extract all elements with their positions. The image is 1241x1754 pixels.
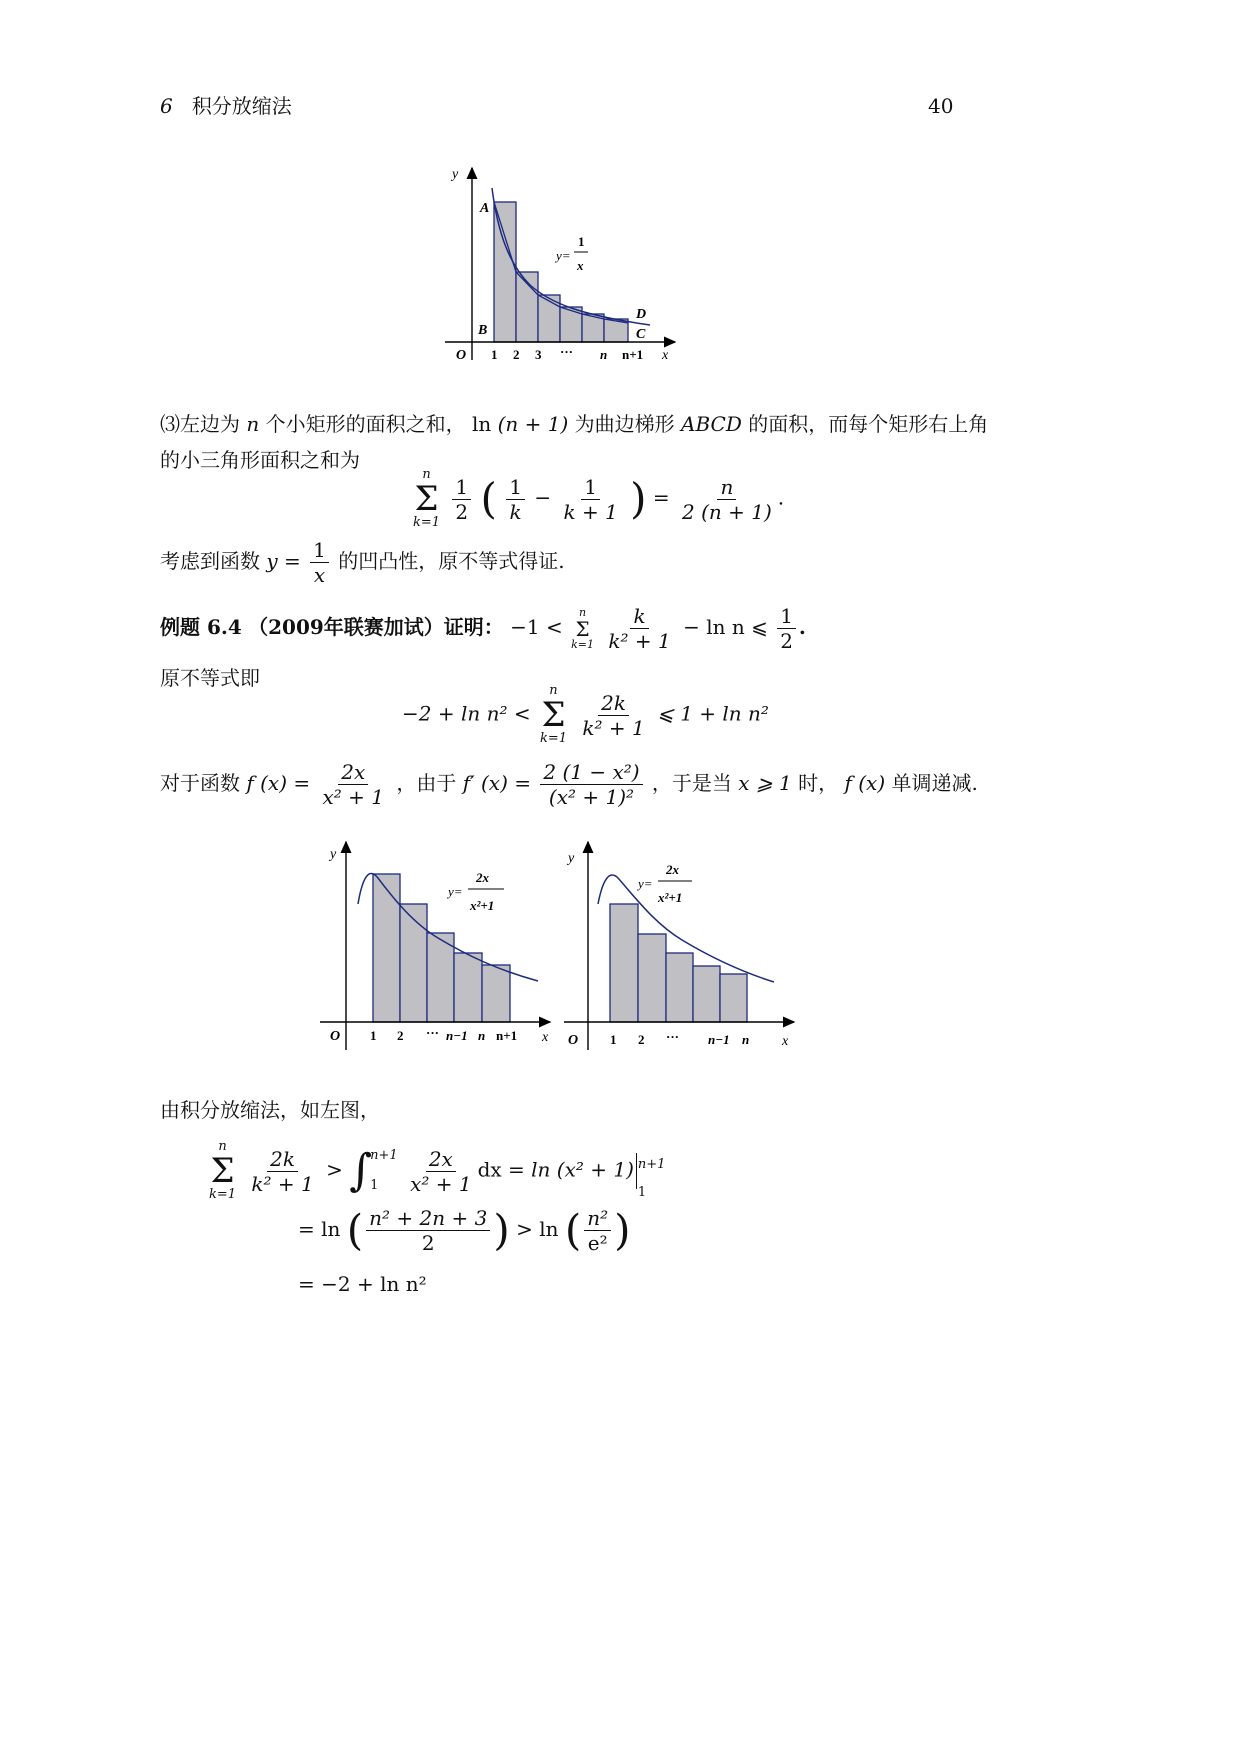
curve-label-num: 1 <box>578 234 585 249</box>
x-tick-labels <box>610 1029 749 1047</box>
curve-label-num: 2x <box>476 870 489 885</box>
tick-dots: ··· <box>560 344 574 359</box>
tick-1: 1 <box>370 1028 377 1043</box>
paragraph-5: 由积分放缩法，如左图， <box>160 1098 380 1122</box>
paragraph-2: 考虑到函数 y = $\frac{1}{x}$ 的凹凸性，原不等式得证. <box>160 538 565 587</box>
tick-3: 3 <box>535 347 542 362</box>
rect-1 <box>610 904 638 1022</box>
chapter-number: 6 <box>160 94 173 118</box>
rect-4 <box>454 953 482 1022</box>
origin-label: O <box>568 1033 579 1048</box>
rect-3 <box>427 933 454 1022</box>
equation-3-line-3: = −2 + ln n² <box>298 1272 427 1296</box>
paragraph-4: 对于函数 f (x) = $\frac{2x}{\text{x² + 1}}$ ，由于 f′ (x) = $\frac{\text{2 (1 − x²)}}{\text{(x² + 1)²}}$ ，于是当 x ⩾ 1 时， f (x) 单调递减. <box>160 760 978 809</box>
curve-label-prefix: y= <box>448 884 463 899</box>
rect-1 <box>494 202 516 342</box>
rectangles <box>494 202 628 342</box>
tick-n-plus-1: n+1 <box>622 347 644 362</box>
tick-n: n <box>478 1028 486 1043</box>
x-axis-label: x <box>542 1030 549 1045</box>
rect-3 <box>666 953 693 1022</box>
paragraph-3: 原不等式即 <box>160 666 260 690</box>
rectangles <box>373 874 510 1022</box>
rect-4 <box>693 966 720 1022</box>
equation-2: −2 + ln n² < n Σ k=1 $\frac{2k}{\text{k² + 1}}$ ⩽ 1 + ln n² <box>402 683 769 746</box>
point-C: C <box>636 327 646 342</box>
figure-reciprocal-curve <box>440 160 690 370</box>
equation-3-line-1: n Σ k=1 $\frac{2k}{\text{k² + 1}}$ > ∫ n+1 1 $\frac{2x}{\text{x² + 1}}$ dx = ln (x² + 1) n+1 1 <box>209 1139 666 1202</box>
rect-2 <box>638 934 666 1022</box>
example-label: 例题 6.4 <box>160 615 242 639</box>
tick-n-minus-1: n−1 <box>446 1028 468 1043</box>
figure-left-rectangles-above <box>318 838 558 1053</box>
curve-label-den: x <box>577 258 584 273</box>
curve-label-den: x²+1 <box>470 898 495 913</box>
point-D: D <box>636 307 647 322</box>
tick-n-minus-1: n−1 <box>708 1032 730 1047</box>
tick-n: n <box>742 1032 750 1047</box>
example-6-4: 例题 6.4 （2009年联赛加试）证明： −1 < n Σ k=1 $\frac{k}{\text{k² + 1}}$ − ln n ⩽ $\frac{1}{2}$ . <box>160 604 806 653</box>
curve-label-den: x²+1 <box>658 890 683 905</box>
origin-label: O <box>330 1029 341 1044</box>
tick-2: 2 <box>397 1028 404 1043</box>
running-header <box>160 92 292 120</box>
tick-2: 2 <box>513 347 520 362</box>
tick-1: 1 <box>610 1032 617 1047</box>
x-axis-label: x <box>662 348 669 363</box>
tick-n: n <box>600 347 608 362</box>
x-tick-labels <box>370 1025 517 1043</box>
equation-3-line-2: = ln ( $\frac{\text{n² + 2n + 3}}{2}$ ) > ln ( $\frac{\text{n²}}{\text{e²}}$ ) <box>298 1205 631 1255</box>
rect-2 <box>400 904 427 1022</box>
tick-dots: ··· <box>426 1025 440 1040</box>
paragraph-1-line-1: ⑶左边为 n 个小矩形的面积之和， ln (n + 1) 为曲边梯形 ABCD 的面积，而每个矩形右上角 <box>160 412 989 436</box>
point-A: A <box>480 201 490 216</box>
y-axis-label: y <box>330 847 337 862</box>
paragraph-1-line-2: 的小三角形面积之和为 <box>160 448 360 472</box>
rect-5 <box>482 965 510 1022</box>
curve-label-num: 2x <box>666 862 679 877</box>
page-number: 40 <box>928 94 954 118</box>
tick-n-plus-1: n+1 <box>496 1028 518 1043</box>
figure-right-rectangles-below <box>562 838 802 1053</box>
curve-label-prefix: y= <box>638 876 653 891</box>
chapter-title: 积分放缩法 <box>191 94 292 118</box>
x-tick-labels <box>491 344 643 362</box>
equation-1: n Σ k=1 $\frac{1}{2}$ ( $\frac{1}{k}$ − $\frac{1}{k + 1}$ ) = $\frac{n}{2 (n + 1)}$ . <box>413 467 785 530</box>
x-axis-label: x <box>782 1034 789 1049</box>
y-axis-label: y <box>568 851 575 866</box>
origin-label: O <box>456 348 467 363</box>
rect-5 <box>720 974 747 1022</box>
curve-label-prefix: y= <box>556 248 571 263</box>
y-axis-label: y <box>452 167 459 182</box>
rect-4 <box>560 307 582 342</box>
example-source: （2009年联赛加试）证明： <box>248 615 504 639</box>
tick-dots: ··· <box>666 1029 680 1044</box>
tick-2: 2 <box>638 1032 645 1047</box>
tick-1: 1 <box>491 347 498 362</box>
rect-1 <box>373 874 400 1022</box>
point-B: B <box>478 323 488 338</box>
